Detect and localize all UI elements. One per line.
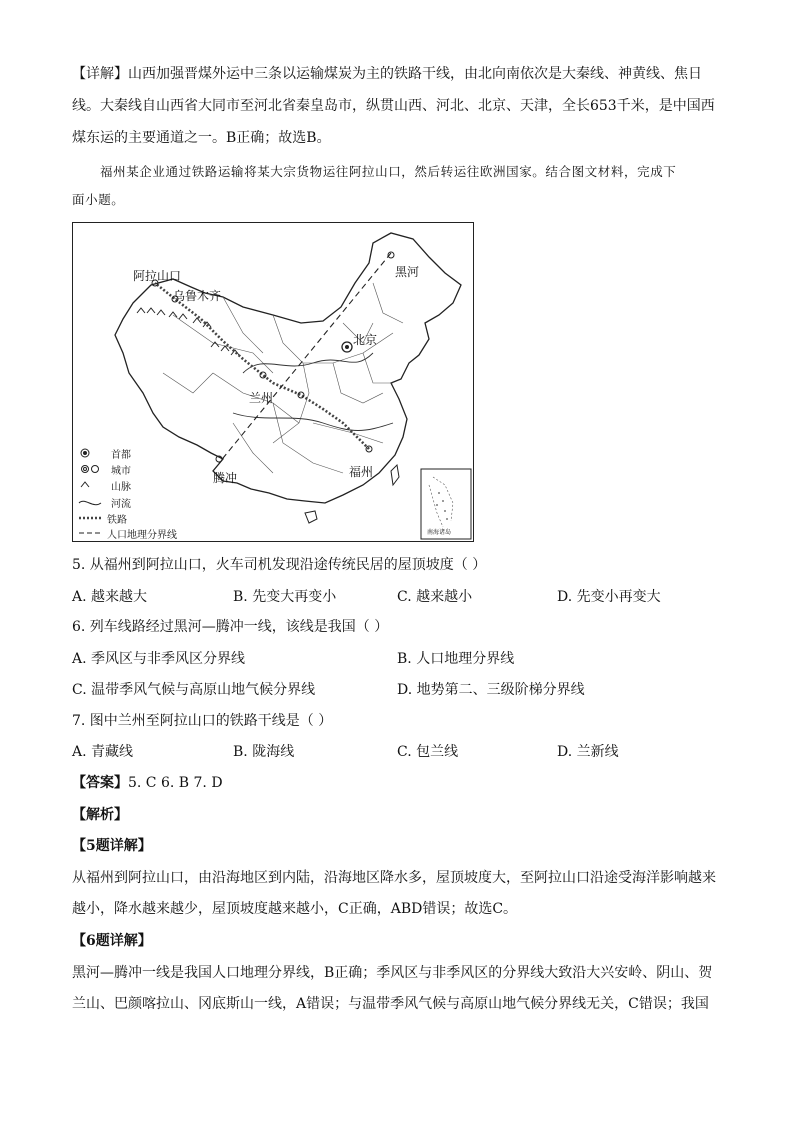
q5-detail-line-1: 从福州到阿拉山口，由沿海地区到内陆，沿海地区降水多，屋顶坡度大，至阿拉山口沿途受海洋影响越来 xyxy=(72,870,716,886)
intro-line-1: 【详解】山西加强晋煤外运中三条以运输煤炭为主的铁路干线，由北向南依次是大秦线、神黄线、焦日 xyxy=(72,66,702,82)
q7-option-d[interactable]: D. 兰新线 xyxy=(557,744,619,760)
q5-option-c[interactable]: C. 越来越小 xyxy=(397,589,473,605)
answer-line xyxy=(72,773,223,793)
legend-population-line: 人口地理分界线 xyxy=(107,530,177,541)
q7-option-a[interactable]: A. 青藏线 xyxy=(72,744,134,760)
province-boundaries xyxy=(163,283,403,473)
legend-capital: 首都 xyxy=(111,450,131,461)
label-tengchong: 腾冲 xyxy=(213,471,238,485)
q5-option-b[interactable]: B. 先变大再变小 xyxy=(233,589,337,605)
q6-detail-line-1: 黑河—腾冲一线是我国人口地理分界线，B正确；季风区与非季风区的分界线大致沿大兴安岭、阴山、贺 xyxy=(72,965,713,981)
stem-line-2: 面小题。 xyxy=(72,192,125,207)
mountain-symbols xyxy=(137,308,239,355)
q5-text: 5. 从福州到阿拉山口，火车司机发现沿途传统民居的屋顶坡度（ ） xyxy=(72,557,487,573)
stem-line-1: 福州某企业通过铁路运输将某大宗货物运往阿拉山口，然后转运往欧洲国家。结合图文材料，完成下 xyxy=(100,164,677,179)
label-urumqi: 乌鲁木齐 xyxy=(173,289,222,303)
q7-option-b[interactable]: B. 陇海线 xyxy=(233,744,295,760)
label-heihe: 黑河 xyxy=(395,265,420,279)
q6-option-d[interactable]: D. 地势第二、三级阶梯分界线 xyxy=(397,682,585,698)
q6-option-c[interactable]: C. 温带季风气候与高原山地气候分界线 xyxy=(72,682,316,698)
legend-river: 河流 xyxy=(111,499,131,510)
label-alashankou: 阿拉山口 xyxy=(133,269,182,283)
label-beijing: 北京 xyxy=(353,333,378,347)
label-inset: 南海诸岛 xyxy=(427,529,452,536)
label-lanzhou: 兰州 xyxy=(249,391,274,405)
answer-values: 5. C 6. B 7. D xyxy=(128,775,223,791)
q5-option-d[interactable]: D. 先变小再变大 xyxy=(557,589,661,605)
q6-detail-tag: 【6题详解】 xyxy=(72,933,152,949)
answer-tag: 【答案】 xyxy=(72,775,128,791)
q7-text: 7. 图中兰州至阿拉山口的铁路干线是（ ） xyxy=(72,713,333,729)
legend-symbols xyxy=(79,449,103,533)
legend-railway: 铁路 xyxy=(107,515,127,526)
q5-detail-line-2: 越小，降水越来越少，屋顶坡度越来越小，C正确，ABD错误；故选C。 xyxy=(72,901,518,917)
hainan-island xyxy=(305,511,317,523)
railway-line xyxy=(155,283,369,449)
legend-mountain: 山脉 xyxy=(111,482,131,493)
q7-option-c[interactable]: C. 包兰线 xyxy=(397,744,459,760)
q6-text: 6. 列车线路经过黑河—腾冲一线，该线是我国（ ） xyxy=(72,619,389,635)
q6-detail-line-2: 兰山、巴颜喀拉山、冈底斯山一线，A错误；与温带季风气候与高原山地气候分界线无关，C错误；我国 xyxy=(72,996,709,1012)
analysis-tag: 【解析】 xyxy=(72,807,128,823)
intro-line-2: 线。大秦线自山西省大同市至河北省秦皇岛市，纵贯山西、河北、北京、天津，全长653千米，是中国西 xyxy=(72,98,715,114)
label-fuzhou: 福州 xyxy=(349,465,374,479)
intro-line-3: 煤东运的主要通道之一。B正确；故选B。 xyxy=(72,130,331,146)
china-railway-map xyxy=(72,222,474,542)
legend-city: 城市 xyxy=(111,466,131,477)
q6-option-a[interactable]: A. 季风区与非季风区分界线 xyxy=(72,651,246,667)
capital-marker xyxy=(342,342,352,352)
q5-detail-tag: 【5题详解】 xyxy=(72,838,152,854)
q5-option-a[interactable]: A. 越来越大 xyxy=(72,589,148,605)
taiwan-island xyxy=(391,465,399,485)
q6-option-b[interactable]: B. 人口地理分界线 xyxy=(397,651,515,667)
population-line xyxy=(219,253,391,463)
